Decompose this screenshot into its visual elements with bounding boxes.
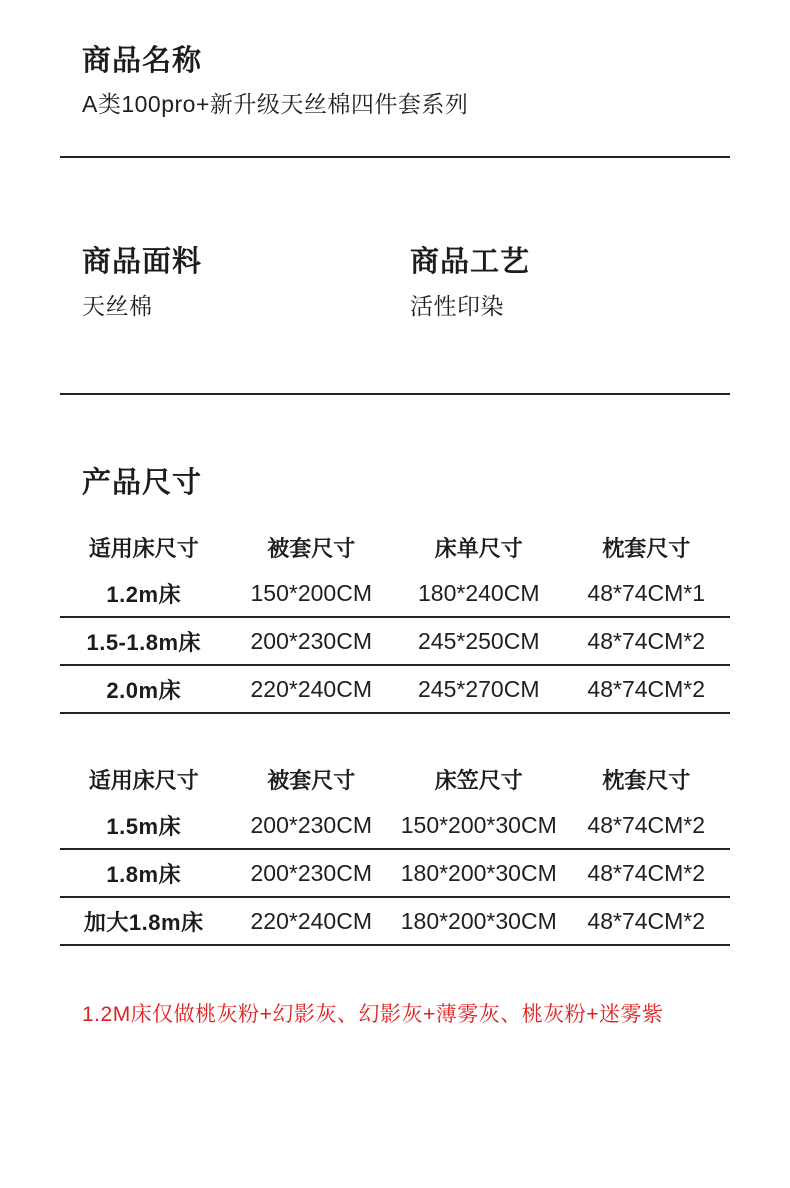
cell-sheet-size: 180*240CM: [418, 579, 540, 606]
cell-fitted-sheet-size: 180*200*30CM: [400, 907, 557, 934]
table-row: [60, 618, 730, 666]
divider: [60, 156, 730, 158]
cell-pillow-size: 48*74CM*2: [587, 859, 706, 886]
product-name-value: A类100pro+新升级天丝棉四件套系列: [82, 91, 469, 117]
fabric-value: 天丝棉: [82, 293, 153, 319]
table-row: [60, 802, 730, 850]
table-header-row: [60, 756, 730, 802]
cell-pillow-size: 48*74CM*2: [587, 907, 706, 934]
cell-duvet-size: 200*230CM: [250, 811, 372, 838]
cell-bed-size: 2.0m床: [106, 677, 182, 703]
size-table-fitted-sheet: [60, 756, 730, 946]
column-header-bed: 适用床尺寸: [88, 535, 199, 561]
table-header-row: [60, 524, 730, 570]
table-row: [60, 850, 730, 898]
size-section-title: 产品尺寸: [82, 467, 203, 499]
table-row: [60, 570, 730, 618]
cell-pillow-size: 48*74CM*2: [587, 675, 706, 702]
cell-bed-size: 1.5m床: [106, 813, 182, 839]
cell-fitted-sheet-size: 180*200*30CM: [400, 859, 557, 886]
cell-sheet-size: 245*270CM: [418, 675, 540, 702]
column-header-duvet: 被套尺寸: [267, 767, 356, 793]
cell-fitted-sheet-size: 150*200*30CM: [400, 811, 557, 838]
cell-sheet-size: 245*250CM: [418, 627, 540, 654]
cell-pillow-size: 48*74CM*1: [587, 579, 706, 606]
cell-bed-size: 1.8m床: [106, 861, 182, 887]
cell-duvet-size: 200*230CM: [250, 627, 372, 654]
column-header-pillow: 枕套尺寸: [602, 535, 691, 561]
cell-bed-size: 1.2m床: [106, 581, 182, 607]
cell-duvet-size: 220*240CM: [250, 675, 372, 702]
column-header-duvet: 被套尺寸: [267, 535, 356, 561]
craft-value: 活性印染: [410, 293, 504, 319]
color-availability-note: 1.2M床仅做桃灰粉+幻影灰、幻影灰+薄雾灰、桃灰粉+迷雾紫: [82, 1003, 664, 1026]
product-name-title: 商品名称: [82, 45, 203, 77]
cell-duvet-size: 150*200CM: [250, 579, 372, 606]
column-header-fitted-sheet: 床笠尺寸: [434, 767, 523, 793]
cell-pillow-size: 48*74CM*2: [587, 811, 706, 838]
cell-duvet-size: 220*240CM: [250, 907, 372, 934]
divider: [60, 393, 730, 395]
cell-duvet-size: 200*230CM: [250, 859, 372, 886]
cell-pillow-size: 48*74CM*2: [587, 627, 706, 654]
column-header-bed: 适用床尺寸: [88, 767, 199, 793]
craft-title: 商品工艺: [410, 246, 531, 278]
table-row: [60, 666, 730, 714]
table-row: [60, 898, 730, 946]
cell-bed-size: 1.5-1.8m床: [86, 629, 202, 655]
column-header-sheet: 床单尺寸: [434, 535, 523, 561]
size-table-flat-sheet: [60, 524, 730, 714]
column-header-pillow: 枕套尺寸: [602, 767, 691, 793]
fabric-title: 商品面料: [82, 246, 203, 278]
cell-bed-size: 加大1.8m床: [83, 909, 204, 935]
